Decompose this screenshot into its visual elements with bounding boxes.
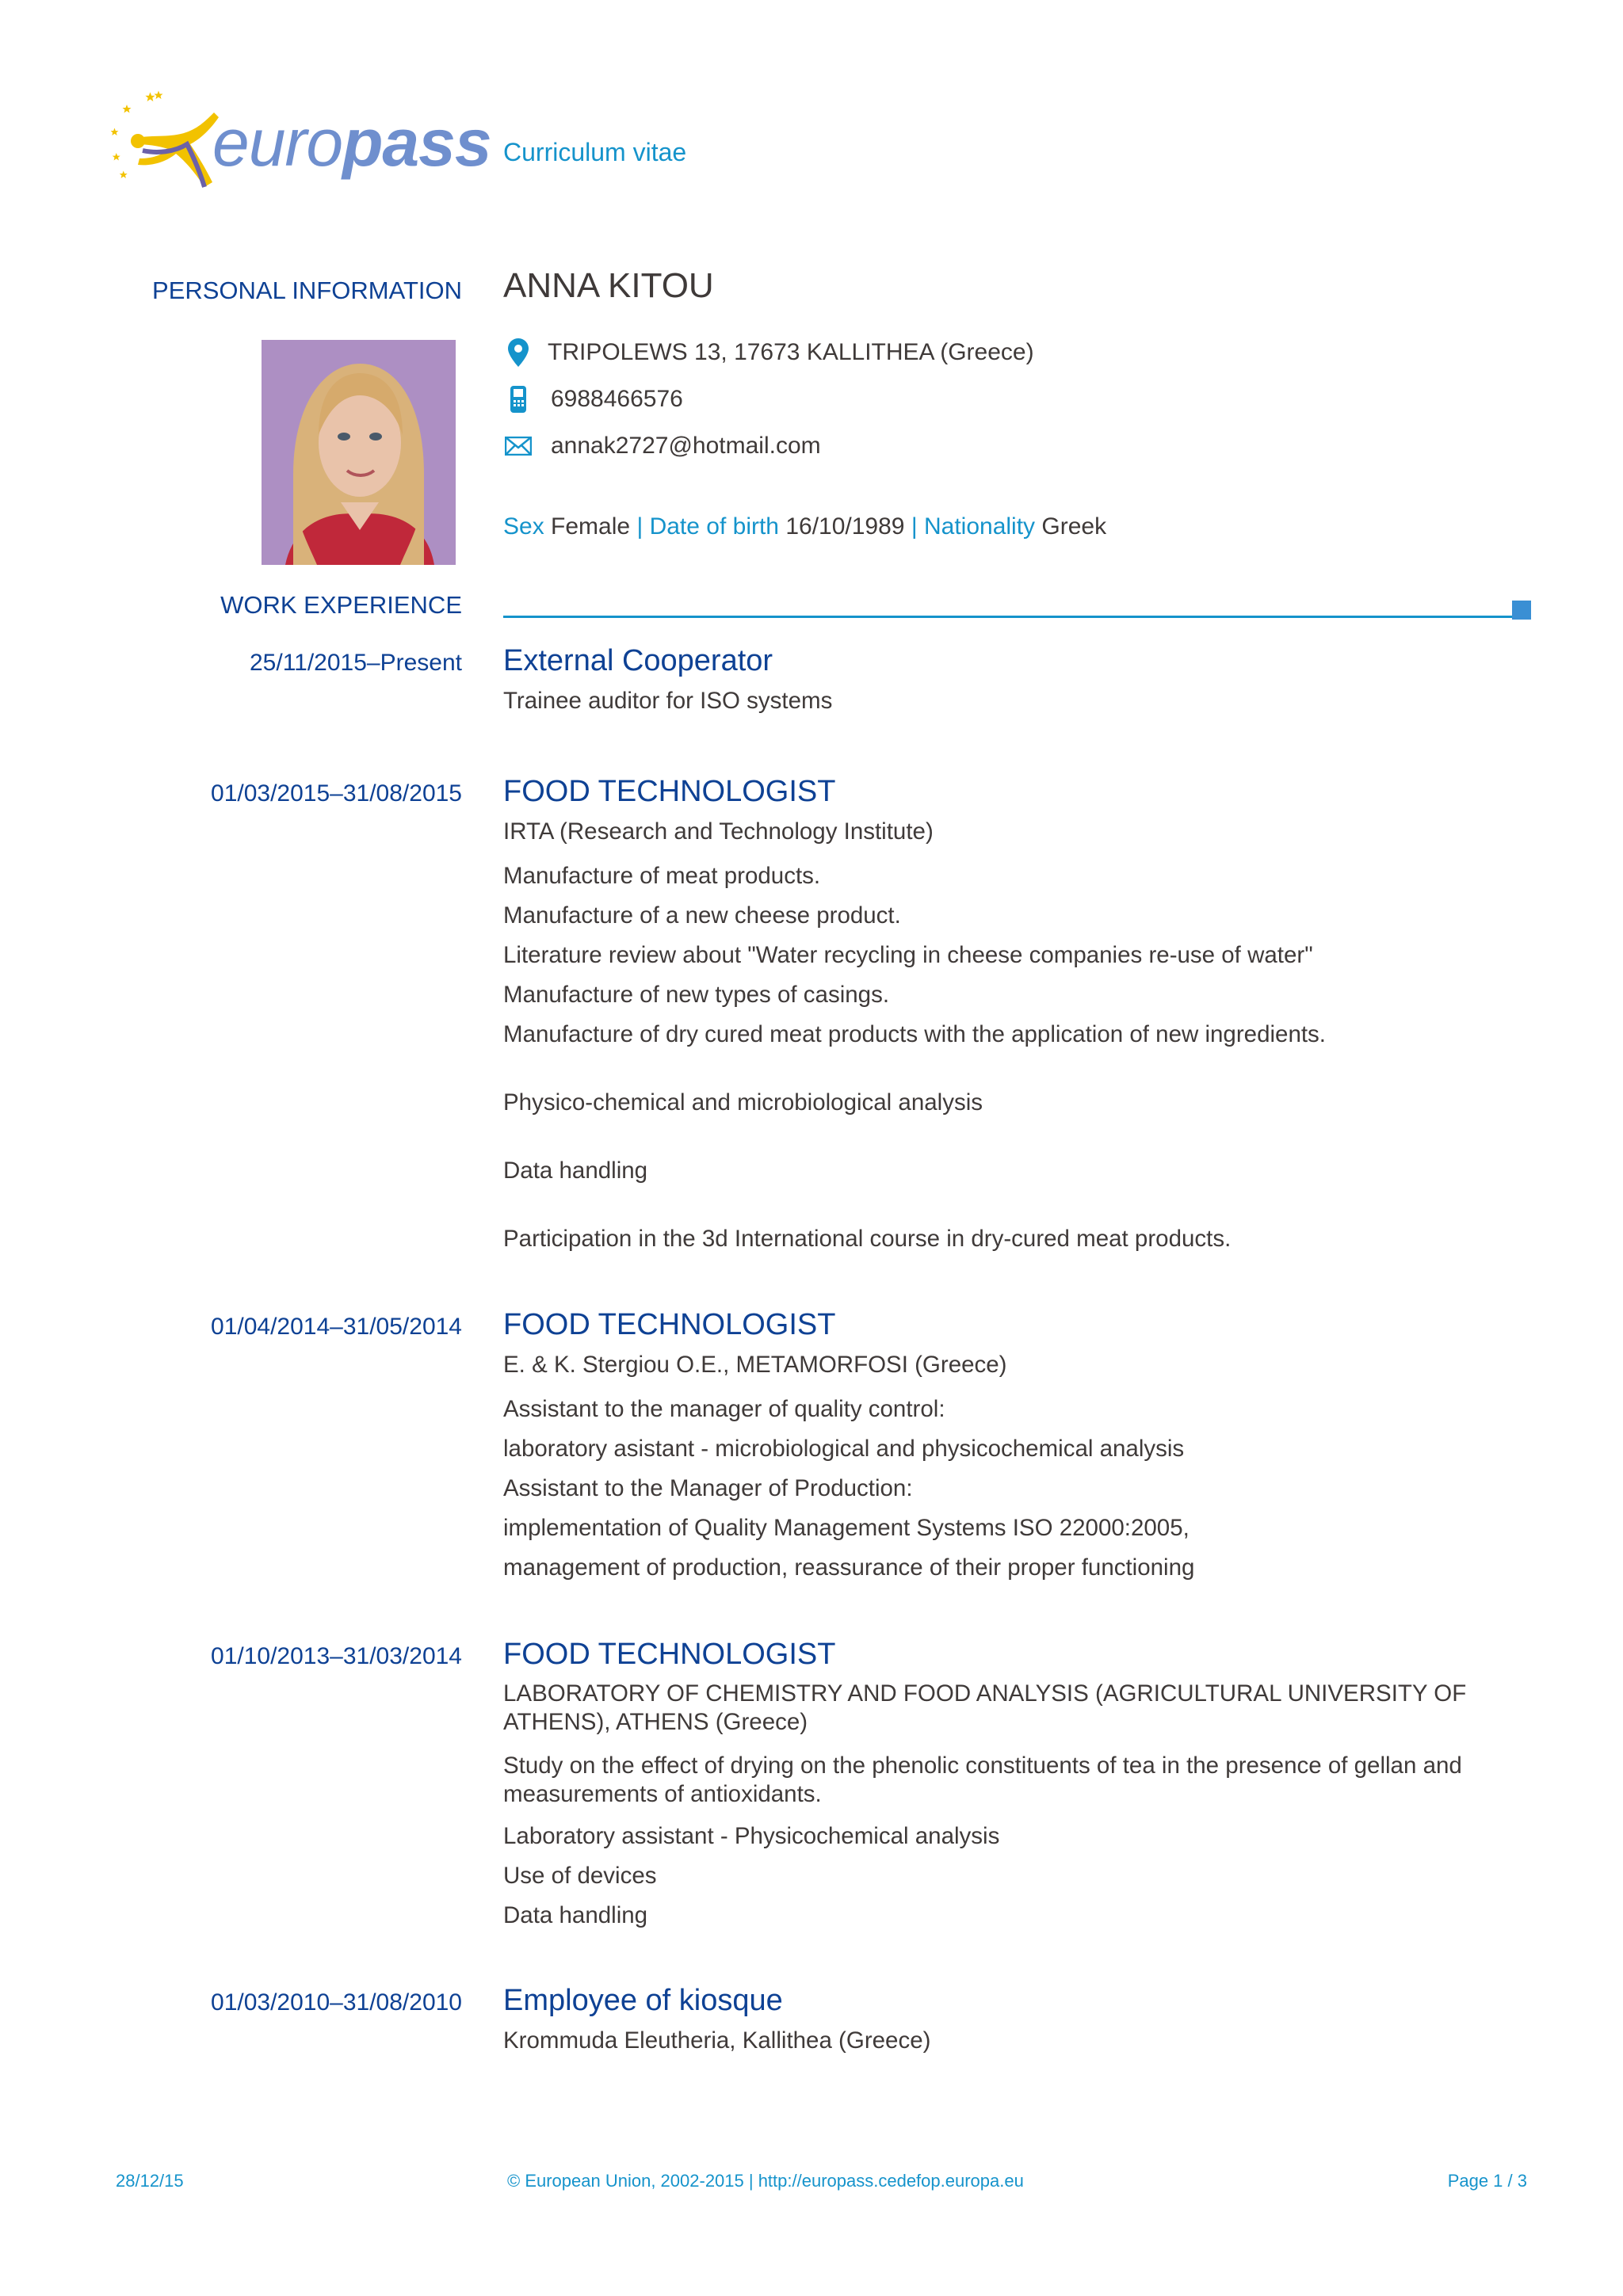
job-employer: Trainee auditor for ISO systems bbox=[503, 688, 833, 714]
separator: | bbox=[636, 513, 643, 540]
job-detail: Manufacture of dry cured meat products with the application of new ingredients. bbox=[503, 1021, 1326, 1047]
job-employer: E. & K. Stergiou O.E., METAMORFOSI (Greece) bbox=[503, 1352, 1007, 1378]
job-detail: Laboratory assistant - Physicochemical analysis bbox=[503, 1823, 1000, 1849]
europass-logo bbox=[111, 89, 491, 200]
job-title: FOOD TECHNOLOGIST bbox=[503, 1638, 836, 1671]
job-date: 01/04/2014–31/05/2014 bbox=[211, 1314, 462, 1340]
dob-value: 16/10/1989 bbox=[785, 513, 905, 540]
sex-label: Sex bbox=[503, 513, 544, 540]
section-marker bbox=[1512, 601, 1531, 620]
job-detail: Data handling bbox=[503, 1902, 648, 1928]
phone-row bbox=[503, 384, 683, 414]
job-detail: implementation of Quality Management Systems ISO 22000:2005, bbox=[503, 1515, 1190, 1541]
job-detail: Study on the effect of drying on the phenolic constituents of tea in the presence of gellan and measurements of antioxidants. bbox=[503, 1753, 1462, 1807]
europass-wordmark: europass bbox=[212, 105, 491, 180]
applicant-photo bbox=[262, 340, 456, 565]
job-detail: Use of devices bbox=[503, 1863, 657, 1889]
job-date: 01/03/2015–31/08/2015 bbox=[211, 780, 462, 807]
job-title: Employee of kiosque bbox=[503, 1984, 783, 2017]
personal-details bbox=[503, 513, 1106, 540]
job-employer: LABORATORY OF CHEMISTRY AND FOOD ANALYSIS (AGRICULTURAL UNIVERSITY OF ATHENS), ATHENS (Greece) bbox=[503, 1680, 1467, 1735]
email-link[interactable]: annak2727@hotmail.com bbox=[551, 433, 821, 459]
address-text: TRIPOLEWS 13, 17673 KALLITHEA (Greece) bbox=[548, 339, 1034, 365]
job-title: FOOD TECHNOLOGIST bbox=[503, 775, 836, 808]
job-date: 25/11/2015–Present bbox=[250, 650, 462, 676]
work-experience-label: WORK EXPERIENCE bbox=[220, 591, 462, 619]
dob-label: Date of birth bbox=[649, 513, 779, 540]
nationality-label: Nationality bbox=[923, 513, 1036, 540]
portrait-image bbox=[262, 340, 456, 565]
footer-page-number: Page 1 / 3 bbox=[1447, 2171, 1527, 2191]
job-detail: Manufacture of meat products. bbox=[503, 863, 821, 889]
job-detail: Participation in the 3d International course in dry-cured meat products. bbox=[503, 1226, 1232, 1252]
personal-information-label: PERSONAL INFORMATION bbox=[152, 277, 462, 304]
section-divider bbox=[503, 616, 1512, 618]
job-date: 01/10/2013–31/03/2014 bbox=[211, 1643, 462, 1669]
job-detail: Assistant to the manager of quality control: bbox=[503, 1396, 945, 1422]
job-title: FOOD TECHNOLOGIST bbox=[503, 1308, 836, 1341]
job-detail: Physico-chemical and microbiological analysis bbox=[503, 1089, 983, 1116]
job-employer: Krommuda Eleutheria, Kallithea (Greece) bbox=[503, 2027, 931, 2054]
job-detail: Data handling bbox=[503, 1158, 648, 1184]
location-pin-icon bbox=[503, 338, 533, 368]
job-date: 01/03/2010–31/08/2010 bbox=[211, 1989, 462, 2016]
job-detail: Manufacture of a new cheese product. bbox=[503, 902, 901, 929]
applicant-name: ANNA KITOU bbox=[503, 266, 714, 305]
job-detail: Manufacture of new types of casings. bbox=[503, 982, 890, 1008]
sex-value: Female bbox=[551, 513, 631, 540]
job-detail: laboratory asistant - microbiological and physicochemical analysis bbox=[503, 1436, 1185, 1462]
envelope-icon bbox=[503, 431, 533, 461]
footer-copyright-link[interactable]: © European Union, 2002-2015 | http://europass.cedefop.europa.eu bbox=[507, 2171, 1024, 2191]
job-detail: management of production, reassurance of their proper functioning bbox=[503, 1554, 1195, 1581]
phone-text[interactable]: 6988466576 bbox=[551, 386, 683, 412]
address-row bbox=[503, 338, 1034, 368]
separator: | bbox=[911, 513, 918, 540]
job-employer: IRTA (Research and Technology Institute) bbox=[503, 818, 934, 845]
job-detail: Assistant to the Manager of Production: bbox=[503, 1475, 913, 1501]
job-title: External Cooperator bbox=[503, 644, 773, 677]
footer-date: 28/12/15 bbox=[116, 2171, 184, 2191]
mobile-phone-icon bbox=[503, 384, 533, 414]
job-detail: Literature review about "Water recycling in cheese companies re-use of water" bbox=[503, 942, 1313, 968]
email-row bbox=[503, 431, 821, 461]
nationality-value: Greek bbox=[1041, 513, 1107, 540]
document-title: Curriculum vitae bbox=[503, 138, 687, 166]
